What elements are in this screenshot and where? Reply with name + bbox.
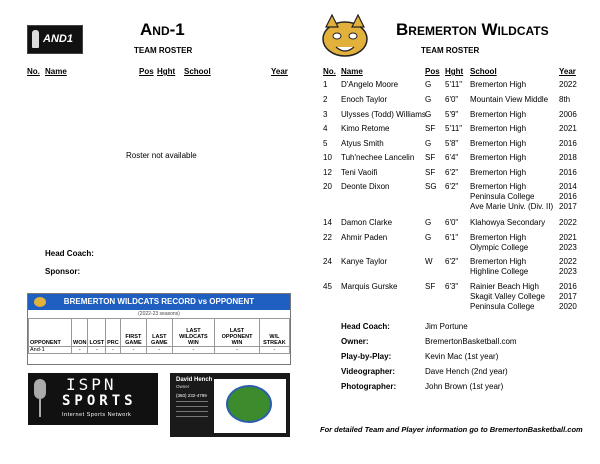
player-height: 6'0"	[445, 218, 459, 227]
player-height: 6'2"	[445, 168, 459, 177]
player-height: 5'11"	[445, 124, 463, 133]
player-number: 1	[323, 80, 328, 89]
record-header: LAST OPPONENT WIN	[215, 319, 260, 347]
roster-not-available: Roster not available	[126, 151, 197, 160]
player-number: 2	[323, 95, 328, 104]
player-number: 5	[323, 139, 328, 148]
left-col-year: Year	[271, 67, 288, 76]
player-school: Highline College	[470, 267, 529, 276]
player-year: 2006	[559, 110, 577, 119]
player-school: Peninsula College	[470, 192, 535, 201]
player-number: 45	[323, 282, 332, 291]
player-year: 2016	[559, 282, 577, 291]
player-height: 6'1"	[445, 233, 459, 242]
footer-note: For detailed Team and Player information go to BremertonBasketball.com	[320, 425, 583, 434]
player-year: 2022	[559, 218, 577, 227]
record-cell: -	[120, 347, 146, 354]
card-phone: (360) 232-4799	[176, 393, 207, 398]
right-col-hght: Hght	[445, 67, 464, 76]
player-year: 8th	[559, 95, 571, 104]
right-col-year: Year	[559, 67, 576, 76]
player-name: Marquis Gurske	[341, 282, 398, 291]
staff-value: Jim Portune	[425, 322, 468, 331]
player-number: 20	[323, 182, 332, 191]
player-position: SF	[425, 153, 436, 162]
player-name: Enoch Taylor	[341, 95, 388, 104]
staff-value: John Brown (1st year)	[425, 382, 504, 391]
player-name: Ahmir Paden	[341, 233, 388, 242]
record-title: BREMERTON WILDCATS RECORD vs OPPONENT	[63, 297, 255, 306]
record-header: LOST	[88, 319, 106, 347]
player-school: Bremerton High	[470, 182, 527, 191]
player-year: 2016	[559, 139, 577, 148]
player-year: 2017	[559, 202, 577, 211]
right-col-name: Name	[341, 67, 363, 76]
player-name: Deonte Dixon	[341, 182, 390, 191]
staff-label: Play-by-Play:	[341, 352, 392, 361]
record-cell: -	[259, 347, 289, 354]
player-position: W	[425, 257, 433, 266]
right-team-title: Bremerton Wildcats	[396, 20, 549, 39]
player-position: SG	[425, 182, 437, 191]
player-year: 2023	[559, 243, 577, 252]
card-title: Owner	[176, 384, 190, 389]
player-name: Damon Clarke	[341, 218, 393, 227]
left-col-no: No.	[27, 67, 40, 76]
left-sponsor-label: Sponsor:	[45, 267, 81, 276]
player-number: 12	[323, 168, 332, 177]
record-cell: And-1	[29, 347, 72, 354]
player-school: Mountain View Middle	[470, 95, 549, 104]
player-year: 2023	[559, 267, 577, 276]
player-number: 14	[323, 218, 332, 227]
player-school: Bremerton High	[470, 139, 527, 148]
microphone-stand-icon	[39, 399, 41, 417]
player-name: Tuh'nechee Lancelin	[341, 153, 415, 162]
record-cell: -	[172, 347, 215, 354]
staff-label: Photographer:	[341, 382, 397, 391]
record-header: WON	[72, 319, 88, 347]
player-year: 2021	[559, 124, 577, 133]
player-position: SF	[425, 124, 436, 133]
player-height: 6'3"	[445, 282, 459, 291]
record-cell: -	[215, 347, 260, 354]
player-height: 6'2"	[445, 182, 459, 191]
player-school: Bremerton High	[470, 257, 527, 266]
staff-value: BremertonBasketball.com	[425, 337, 517, 346]
and1-logo-text: AND1	[43, 33, 73, 45]
player-position: G	[425, 95, 432, 104]
player-name: Atyus Smith	[341, 139, 384, 148]
player-year: 2016	[559, 192, 577, 201]
player-year: 2018	[559, 153, 577, 162]
player-name: Kimo Retome	[341, 124, 390, 133]
left-roster-heading: TEAM ROSTER	[134, 46, 193, 55]
player-position: G	[425, 139, 432, 148]
player-school: Bremerton High	[470, 80, 527, 89]
player-year: 2022	[559, 257, 577, 266]
record-header: FIRST GAME	[120, 319, 146, 347]
card-name: David Hench	[176, 377, 213, 383]
left-col-name: Name	[45, 67, 67, 76]
player-height: 6'4"	[445, 153, 459, 162]
record-cell: -	[88, 347, 106, 354]
player-year: 2016	[559, 168, 577, 177]
player-school: Ave Marie Univ. (Div. II)	[470, 202, 554, 211]
player-height: 5'9"	[445, 110, 459, 119]
left-team-title: And-1	[140, 20, 185, 39]
player-school: Bremerton High	[470, 168, 527, 177]
right-col-school: School	[470, 67, 497, 76]
player-year: 2014	[559, 182, 577, 191]
player-school: Skagit Valley College	[470, 292, 546, 301]
player-number: 22	[323, 233, 332, 242]
right-roster-heading: TEAM ROSTER	[421, 46, 480, 55]
record-header: LAST GAME	[146, 319, 172, 347]
ispn-line1: ISPN	[66, 375, 117, 394]
record-cell: -	[106, 347, 121, 354]
left-col-pos: Pos	[139, 67, 154, 76]
player-name: Kanye Taylor	[341, 257, 388, 266]
ispn-line2: SPORTS	[62, 393, 137, 409]
record-cell: -	[146, 347, 172, 354]
player-number: 3	[323, 110, 328, 119]
player-school: Bremerton High	[470, 153, 527, 162]
player-year: 2022	[559, 80, 577, 89]
left-col-hght: Hght	[157, 67, 176, 76]
player-name: Ulysses (Todd) Williams	[341, 110, 426, 119]
player-school: Peninsula College	[470, 302, 535, 311]
player-school: Klahowya Secondary	[470, 218, 546, 227]
player-height: 5'8"	[445, 139, 459, 148]
player-position: G	[425, 80, 432, 89]
player-school: Bremerton High	[470, 110, 527, 119]
right-col-pos: Pos	[425, 67, 440, 76]
staff-value: Dave Hench (2nd year)	[425, 367, 508, 376]
player-height: 5'11"	[445, 80, 463, 89]
player-school: Olympic College	[470, 243, 529, 252]
ispn-line3: Internet Sports Network	[62, 412, 132, 418]
player-number: 4	[323, 124, 328, 133]
player-school: Bremerton High	[470, 233, 527, 242]
player-name: Teni Vaoifi	[341, 168, 378, 177]
record-header: LAST WILDCATS WIN	[172, 319, 215, 347]
player-height: 6'0"	[445, 95, 459, 104]
record-header: PRC	[106, 319, 121, 347]
player-position: SF	[425, 168, 436, 177]
player-year: 2021	[559, 233, 577, 242]
player-year: 2017	[559, 292, 577, 301]
record-cell: -	[72, 347, 88, 354]
player-position: G	[425, 233, 432, 242]
player-height: 6'2"	[445, 257, 459, 266]
card-detail-lines	[176, 401, 208, 421]
staff-label: Head Coach:	[341, 322, 390, 331]
record-header: W/L STREAK	[259, 319, 289, 347]
left-head-coach-label: Head Coach:	[45, 249, 94, 258]
player-position: G	[425, 110, 432, 119]
staff-label: Owner:	[341, 337, 369, 346]
player-school: Rainier Beach High	[470, 282, 539, 291]
seasons-note: (2022-23 seasons)	[138, 311, 180, 317]
player-position: SF	[425, 282, 436, 291]
left-col-school: School	[184, 67, 211, 76]
player-name: D'Angelo Moore	[341, 80, 399, 89]
player-number: 10	[323, 153, 332, 162]
staff-label: Videographer:	[341, 367, 396, 376]
right-col-no: No.	[323, 67, 336, 76]
player-year: 2020	[559, 302, 577, 311]
player-number: 24	[323, 257, 332, 266]
player-school: Bremerton High	[470, 124, 527, 133]
player-position: G	[425, 218, 432, 227]
staff-value: Kevin Mac (1st year)	[425, 352, 499, 361]
record-header: OPPONENT	[29, 319, 72, 347]
